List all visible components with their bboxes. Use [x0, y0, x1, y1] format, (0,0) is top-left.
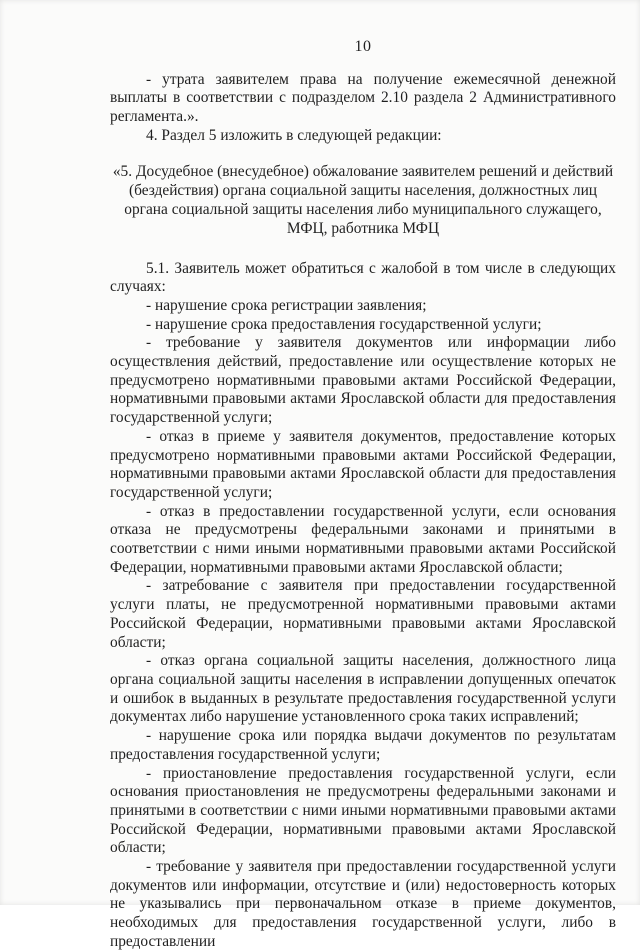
- section-heading: [110, 162, 616, 238]
- list-item-fee-demand: - затребование с заявителя при предоставлении государственной услуги платы, не предусмотренной нормативными правовыми актами Российской Федерации, нормативными правовыми актами Ярославской области;: [110, 577, 616, 651]
- section-heading-line-1: «5. Досудебное (внесудебное) обжалование заявителем решений и действий: [112, 162, 614, 180]
- section-heading-line-4: МФЦ, работника МФЦ: [286, 219, 440, 237]
- list-item-document-requirement: - требование у заявителя документов или информации либо осуществления действий, предоставление или осуществление которых не предусмотрено нормативными правовыми актами Российской Федерации, нормативными правовыми актами Ярославской области для предоставления государственной услуги;: [110, 334, 616, 427]
- list-item-service-deadline: - нарушение срока предоставления государственной услуги;: [146, 315, 542, 333]
- list-item-refusal-to-accept: - отказ в приеме у заявителя документов, предоставление которых предусмотрено нормативными правовыми актами Российской Федерации, нормативными правовыми актами Ярославской области для предоставления государственной услуги;: [110, 427, 616, 501]
- list-item-refusal-to-correct: - отказ органа социальной защиты населения, должностного лица органа социальной защиты населения в исправлении допущенных опечаток и ошибок в выданных в результате предоставления государственной услуги документах либо нарушение установленного срока таких исправлений;: [110, 652, 616, 726]
- paragraph-loss-of-right: - утрата заявителем права на получение ежемесячной денежной выплаты в соответствии с подразделом 2.10 раздела 2 Административного регламента.».: [110, 70, 616, 126]
- list-item-document-demand: - требование у заявителя при предоставлении государственной услуги документов или информации, отсутствие и (или) недостоверность которых не указывались при первоначальном отказе в приеме документов, необходимых для предоставления государственной услуги, либо в предоставлении: [110, 858, 616, 950]
- list-item-registration-deadline: - нарушение срока регистрации заявления;: [146, 296, 427, 314]
- paragraph-5-1: 5.1. Заявитель может обратиться с жалобой в том числе в следующих случаях:: [110, 259, 616, 296]
- list-item-refusal-to-provide: - отказ в предоставлении государственной услуги, если основания отказа не предусмотрены федеральными законами и принятыми в соответствии с ними иными нормативными правовыми актами Российской Федерации, нормативными правовыми актами Ярославской области;: [110, 502, 616, 576]
- section-heading-line-3: органа социальной защиты населения либо муниципального служащего,: [124, 200, 602, 218]
- list-item-suspension: - приостановление предоставления государственной услуги, если основания приостановления не предусмотрены федеральными законами и принятыми в соответствии с ними иными нормативными правовыми актами Российской Федерации, нормативными правовыми актами Ярославской области;: [110, 764, 616, 857]
- list-item-issuance-violation: - нарушение срока или порядка выдачи документов по результатам предоставления государственной услуги;: [110, 727, 616, 763]
- section-heading-line-2: (бездействия) органа социальной защиты населения, должностных лиц: [128, 181, 598, 199]
- page-number: 10: [354, 38, 372, 55]
- paragraph-section-5-amendment: 4. Раздел 5 изложить в следующей редакции:: [146, 126, 442, 144]
- document-text: [110, 38, 616, 952]
